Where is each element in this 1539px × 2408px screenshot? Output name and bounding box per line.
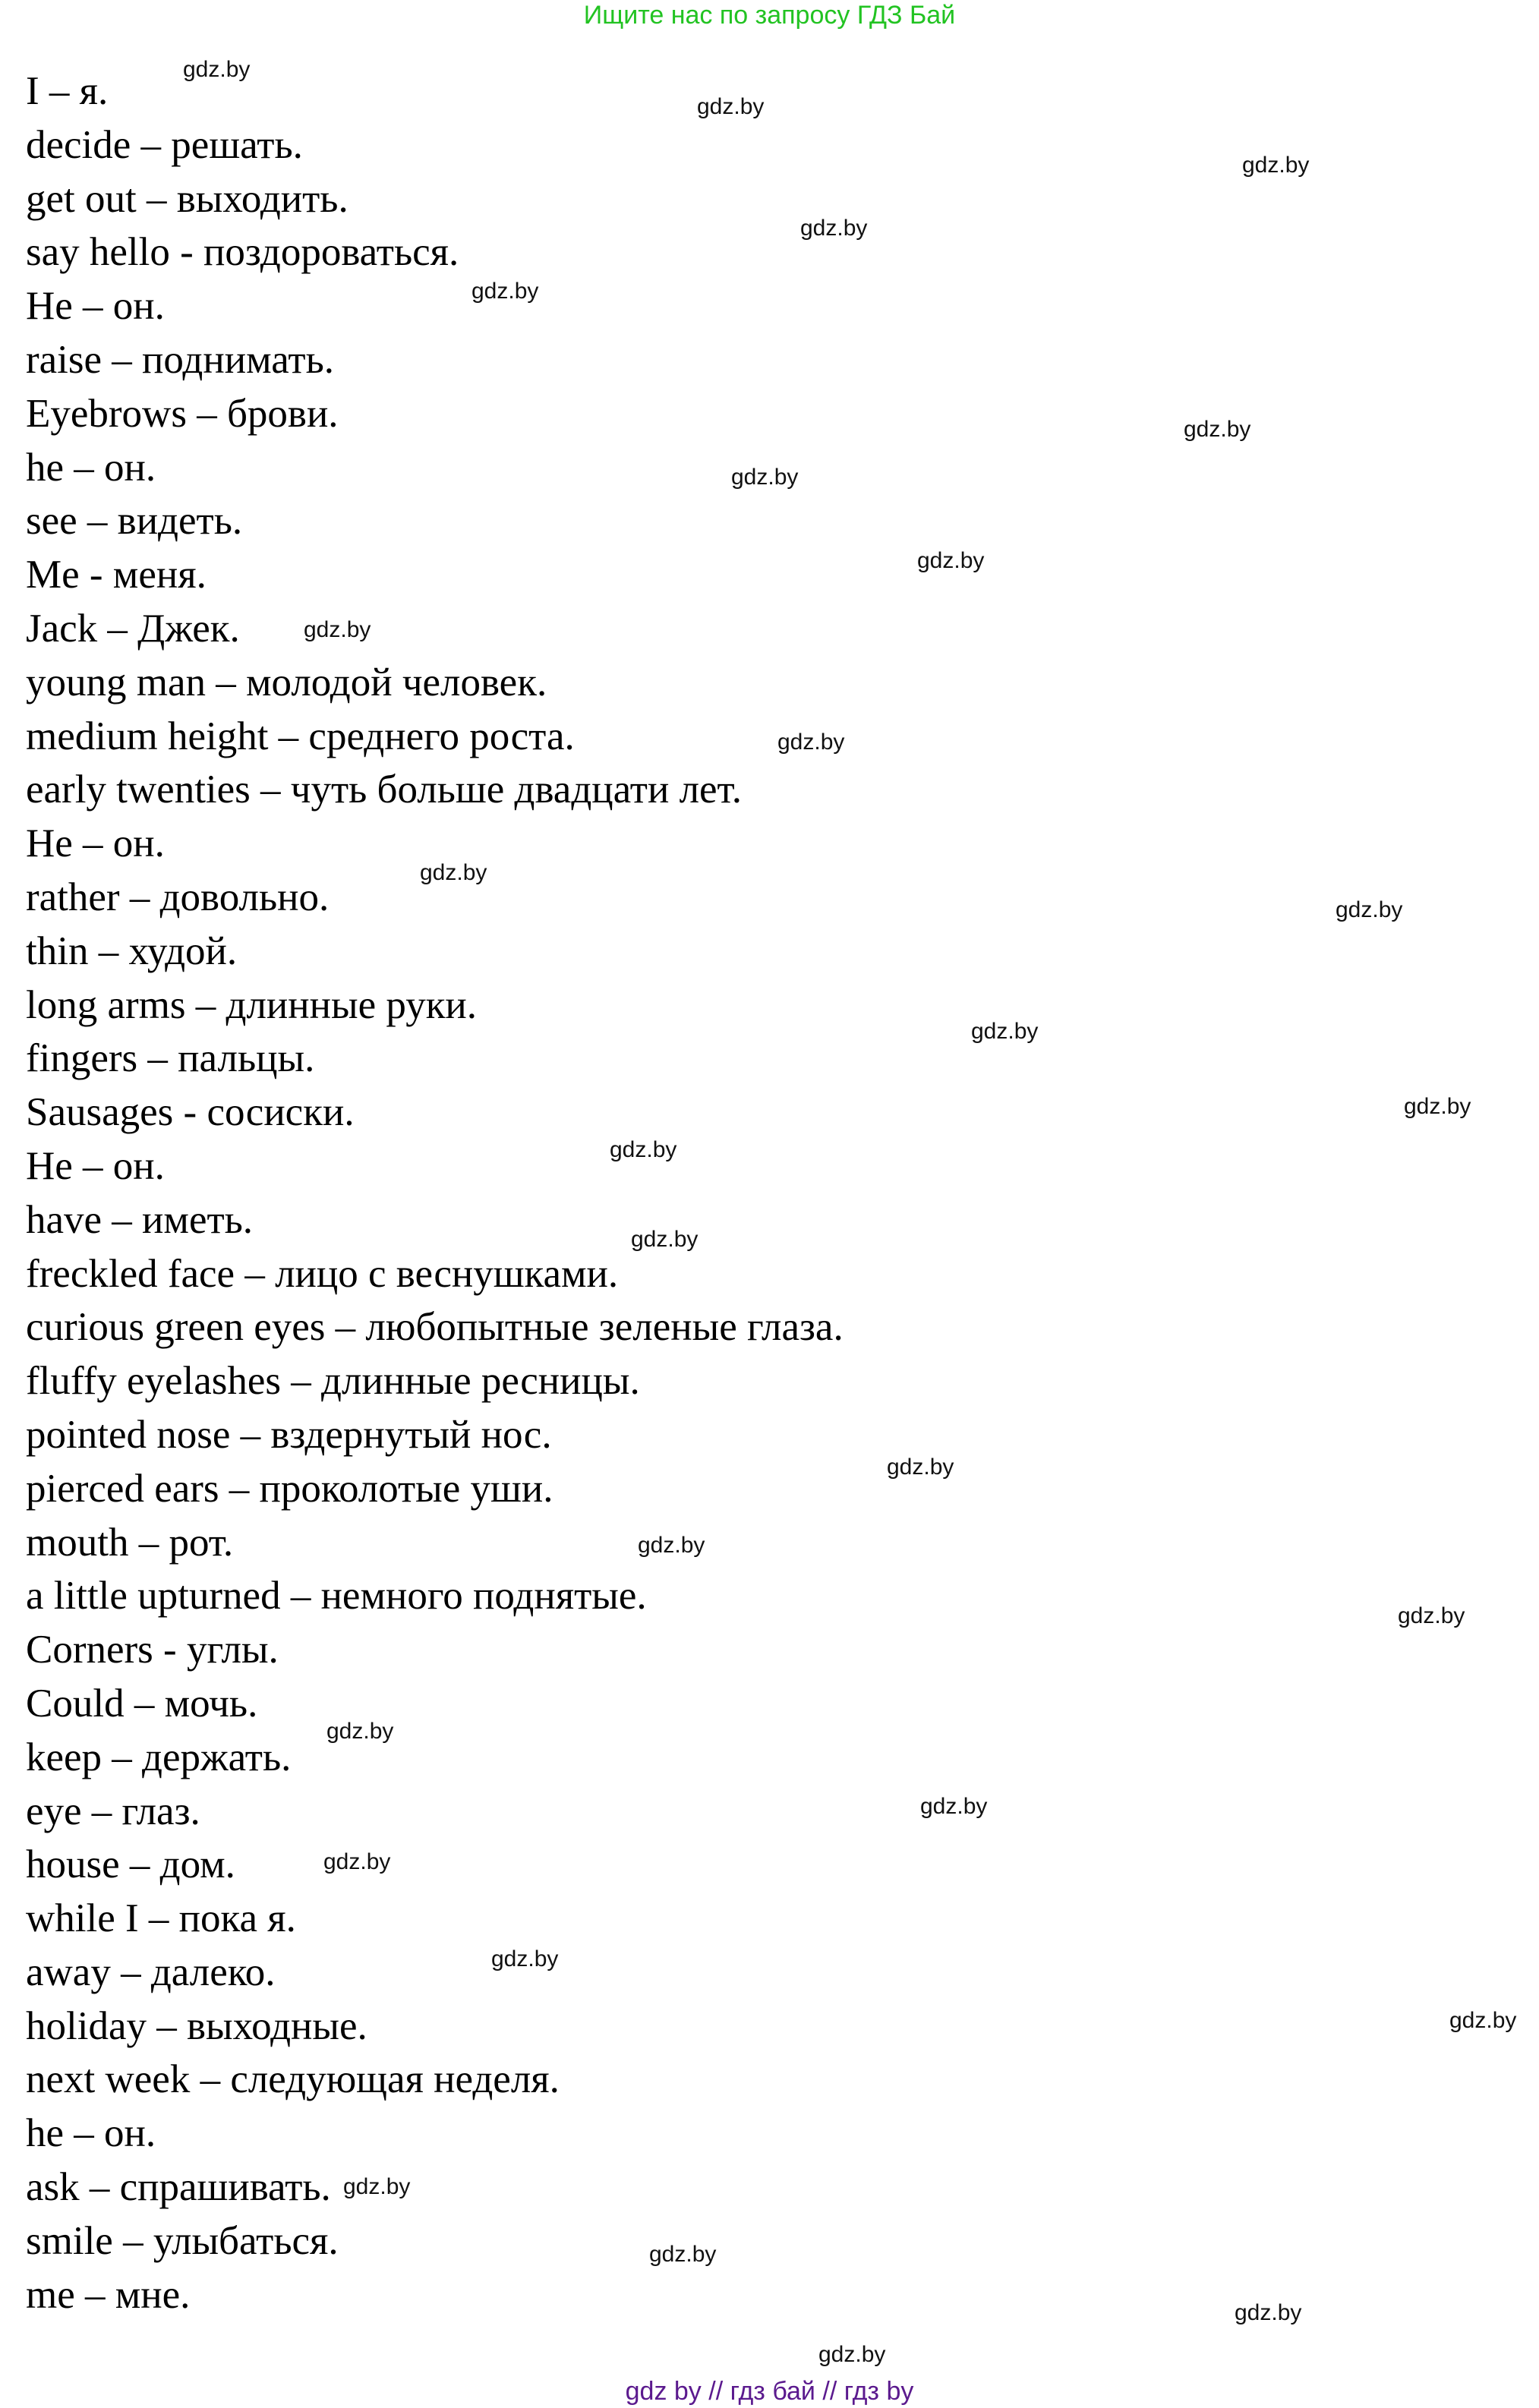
vocabulary-line: have – иметь.	[26, 1197, 254, 1242]
vocabulary-line: a little upturned – немного поднятые.	[26, 1574, 647, 1618]
vocabulary-line: smile – улыбаться.	[26, 2218, 339, 2263]
watermark: gdz.by	[1235, 2300, 1302, 2325]
watermark: gdz.by	[1449, 2008, 1517, 2033]
vocabulary-line: me – мне.	[26, 2272, 191, 2317]
vocabulary-line: get out – выходить.	[26, 176, 348, 221]
watermark: gdz.by	[638, 1533, 705, 1558]
vocabulary-line: Eyebrows – брови.	[26, 391, 339, 436]
vocabulary-line: he – он.	[26, 445, 156, 490]
watermark: gdz.by	[1242, 153, 1310, 178]
watermark: gdz.by	[800, 216, 868, 241]
footer-banner: gdz by // гдз бай // гдз by	[625, 2377, 914, 2406]
watermark: gdz.by	[471, 279, 539, 304]
vocabulary-line: medium height – среднего роста.	[26, 714, 575, 758]
vocabulary-line: thin – худой.	[26, 928, 238, 973]
watermark: gdz.by	[649, 2242, 717, 2267]
vocabulary-line: pierced ears – проколотые уши.	[26, 1466, 553, 1511]
vocabulary-line: he – он.	[26, 2111, 156, 2156]
vocabulary-line: freckled face – лицо с веснушками.	[26, 1251, 619, 1296]
vocabulary-line: He – он.	[26, 284, 165, 329]
vocabulary-line: fingers – пальцы.	[26, 1036, 315, 1081]
watermark: gdz.by	[420, 860, 487, 885]
vocabulary-line: He – он.	[26, 1143, 165, 1188]
vocabulary-line: curious green eyes – любопытные зеленые глаза.	[26, 1305, 844, 1350]
vocabulary-line: holiday – выходные.	[26, 2003, 367, 2048]
search-banner: Ищите нас по запросу ГДЗ Бай	[583, 1, 956, 30]
watermark: gdz.by	[971, 1019, 1039, 1044]
watermark: gdz.by	[818, 2342, 886, 2367]
vocabulary-line: away – далеко.	[26, 1949, 276, 1994]
vocabulary-line: Me - меня.	[26, 553, 207, 597]
watermark: gdz.by	[887, 1455, 954, 1480]
vocabulary-line: mouth – рот.	[26, 1520, 234, 1565]
watermark: gdz.by	[183, 57, 251, 82]
watermark: gdz.by	[1336, 897, 1403, 922]
watermark: gdz.by	[610, 1137, 677, 1162]
vocabulary-line: raise – поднимать.	[26, 337, 334, 382]
vocabulary-line: early twenties – чуть больше двадцати лет.	[26, 767, 742, 812]
vocabulary-line: Could – мочь.	[26, 1681, 258, 1726]
vocabulary-line: Jack – Джек.	[26, 606, 240, 651]
vocabulary-line: He – он.	[26, 821, 165, 866]
vocabulary-line: Sausages - сосиски.	[26, 1090, 355, 1135]
vocabulary-line: I – я.	[26, 69, 109, 113]
vocabulary-line: see – видеть.	[26, 499, 243, 544]
vocabulary-line: decide – решать.	[26, 122, 303, 167]
vocabulary-line: Corners - углы.	[26, 1628, 279, 1672]
watermark: gdz.by	[1398, 1603, 1465, 1628]
watermark: gdz.by	[304, 617, 371, 642]
vocabulary-line: fluffy eyelashes – длинные ресницы.	[26, 1359, 640, 1404]
watermark: gdz.by	[917, 548, 985, 573]
vocabulary-line: rather – довольно.	[26, 875, 330, 919]
vocabulary-line: while I – пока я.	[26, 1896, 296, 1941]
watermark: gdz.by	[326, 1719, 394, 1744]
vocabulary-line: say hello - поздороваться.	[26, 230, 459, 275]
watermark: gdz.by	[697, 94, 765, 119]
vocabulary-line: pointed nose – вздернутый нос.	[26, 1412, 552, 1457]
watermark: gdz.by	[631, 1227, 699, 1252]
watermark: gdz.by	[1404, 1094, 1471, 1119]
vocabulary-line: eye – глаз.	[26, 1789, 200, 1833]
watermark: gdz.by	[777, 730, 845, 755]
watermark: gdz.by	[323, 1849, 391, 1874]
watermark: gdz.by	[920, 1794, 988, 1819]
vocabulary-line: ask – спрашивать.	[26, 2165, 331, 2210]
watermark: gdz.by	[731, 465, 799, 490]
vocabulary-list	[26, 65, 844, 2321]
vocabulary-line: house – дом.	[26, 1842, 235, 1887]
watermark: gdz.by	[1184, 417, 1251, 442]
watermark: gdz.by	[343, 2174, 411, 2199]
vocabulary-line: long arms – длинные руки.	[26, 982, 478, 1027]
vocabulary-line: next week – следующая неделя.	[26, 2057, 560, 2102]
vocabulary-line: young man – молодой человек.	[26, 660, 547, 704]
watermark: gdz.by	[491, 1946, 559, 1971]
vocabulary-line: keep – держать.	[26, 1735, 292, 1779]
